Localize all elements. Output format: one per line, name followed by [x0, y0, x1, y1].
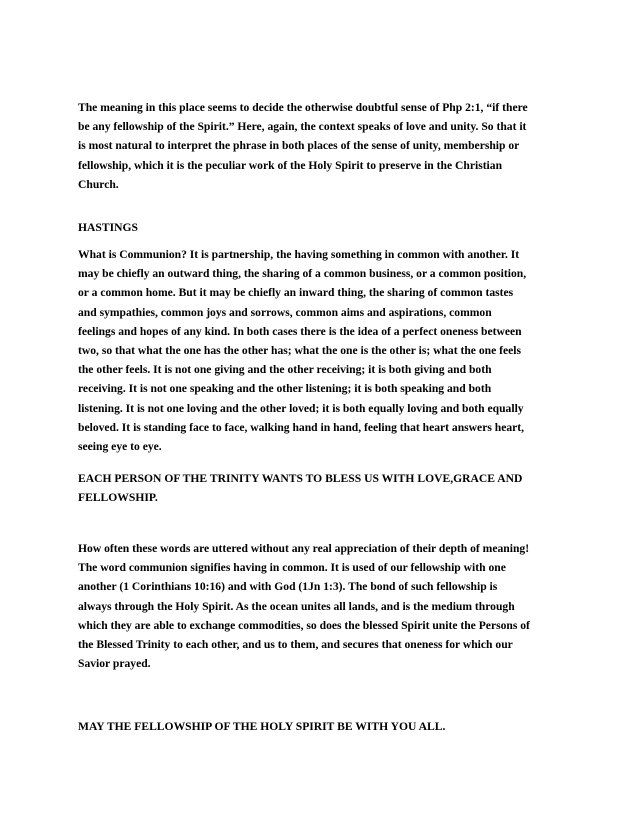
hastings-line: two, so that what the one has the other has; what the one is the other is; what the one feels	[78, 343, 522, 357]
communion-line: another (1 Corinthians 10:16) and with God (1Jn 1:3). The bond of such fellowship is	[78, 580, 498, 594]
hastings-heading	[78, 218, 568, 237]
hastings-line: may be chiefly an outward thing, the sharing of a common business, or a common position,	[78, 267, 527, 281]
communion-line: which they are able to exchange commodities, so does the blessed Spirit unite the Persons of	[78, 618, 530, 632]
communion-paragraph	[78, 539, 568, 673]
hastings-line: the other feels. It is not one giving and the other receiving; it is both giving and both	[78, 363, 492, 377]
intro-line: is most natural to interpret the phrase in both places of the sense of unity, membership or	[78, 139, 520, 153]
heading-line: FELLOWSHIP.	[78, 491, 158, 505]
intro-paragraph	[78, 98, 568, 194]
intro-line: be any fellowship of the Spirit.” Here, again, the context speaks of love and unity. So that it	[78, 120, 527, 134]
heading-line: MAY THE FELLOWSHIP OF THE HOLY SPIRIT BE WITH YOU ALL.	[78, 720, 446, 733]
hastings-paragraph	[78, 245, 568, 456]
intro-line: Church.	[78, 177, 119, 191]
hastings-line: beloved. It is standing face to face, walking hand in hand, feeling that heart answers heart,	[78, 420, 525, 434]
communion-line: the Blessed Trinity to each other, and us to them, and secures that oneness for which our	[78, 637, 513, 651]
trinity-heading	[78, 469, 568, 507]
hastings-line: What is Communion? It is partnership, the having something in common with another. It	[78, 248, 520, 261]
communion-line: How often these words are uttered without any real appreciation of their depth of meaning!	[78, 542, 530, 555]
hastings-line: listening. It is not one loving and the other loved; it is both equally loving and both equally	[78, 401, 524, 415]
hastings-line: or a common home. But it may be chiefly an inward thing, the sharing of common tastes	[78, 286, 514, 300]
hastings-line: seeing eye to eye.	[78, 439, 162, 453]
closing-line	[78, 717, 568, 736]
intro-line: fellowship, which it is the peculiar work of the Holy Spirit to preserve in the Christian	[78, 158, 503, 172]
hastings-line: feelings and hopes of any kind. In both cases there is the idea of a perfect oneness between	[78, 324, 522, 338]
hastings-line: and sympathies, common joys and sorrows, common aims and aspirations, common	[78, 305, 492, 319]
heading-line: EACH PERSON OF THE TRINITY WANTS TO BLESS US WITH LOVE,GRACE AND	[78, 472, 523, 485]
intro-line: The meaning in this place seems to decide the otherwise doubtful sense of Php 2:1, “if there	[78, 101, 528, 114]
hastings-line: receiving. It is not one speaking and the other listening; it is both speaking and both	[78, 382, 492, 396]
heading-line: HASTINGS	[78, 221, 138, 234]
communion-line: Savior prayed.	[78, 657, 151, 671]
communion-line: always through the Holy Spirit. As the ocean unites all lands, and is the medium through	[78, 599, 515, 613]
communion-line: The word communion signifies having in common. It is used of our fellowship with one	[78, 561, 506, 575]
